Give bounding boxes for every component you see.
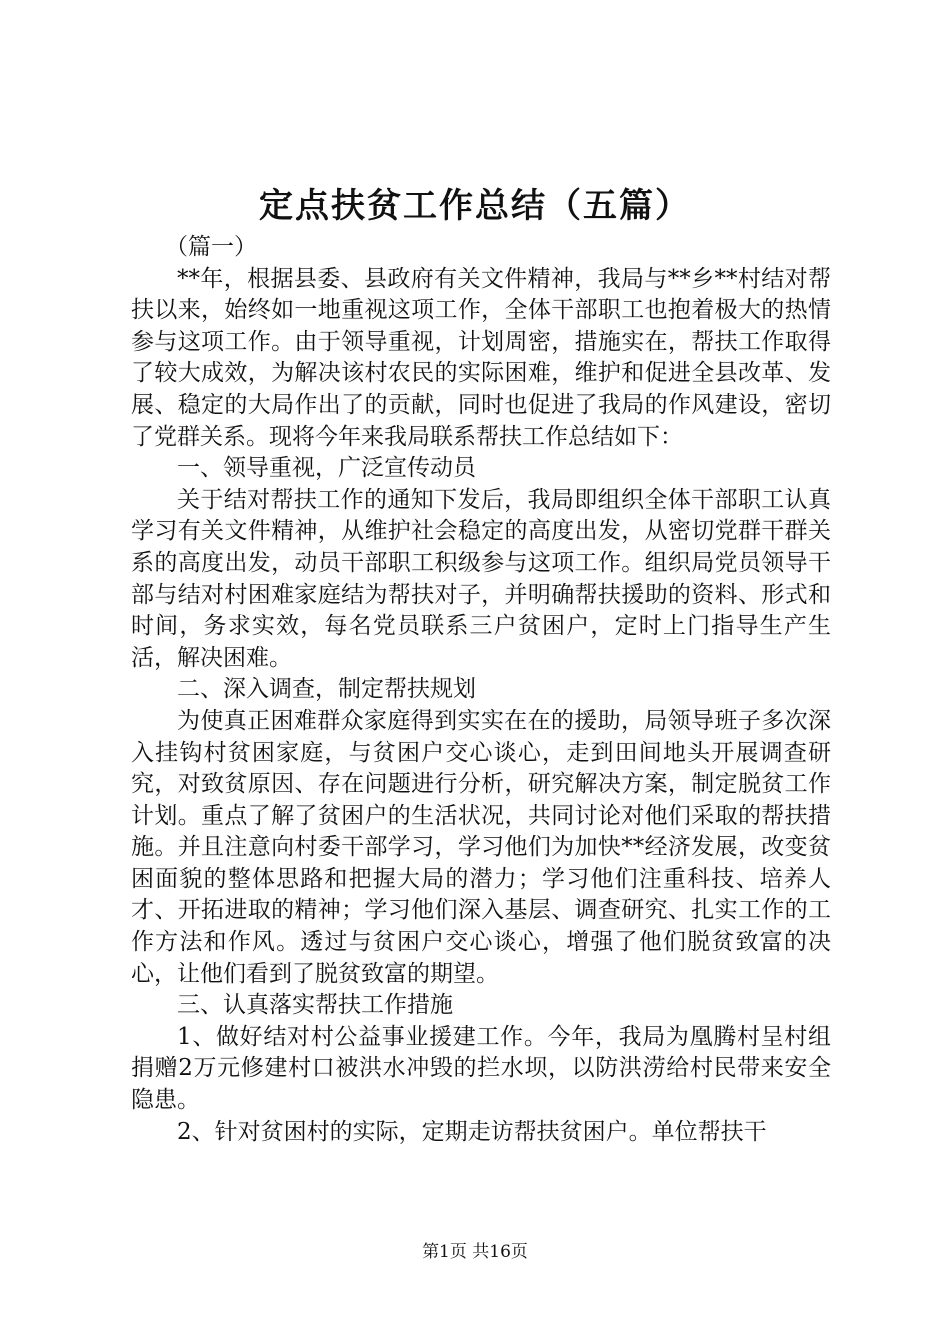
part-label: （篇一） (165, 234, 257, 260)
paragraph-section-1: 关于结对帮扶工作的通知下发后，我局即组织全体干部职工认真学习有关文件精神，从维护社会稳定的高度出发，从密切党群干群关系的高度出发，动员干部职工积级参与这项工作。组织局党员领导干部与结对村困难家庭结为帮扶对子，并明确帮扶援助的资料、形式和时间，务求实效，每名党员联系三户贫困户，定时上门指导生产生活，解决困难。 (131, 486, 831, 671)
section-heading-3: 三、认真落实帮扶工作措施 (177, 992, 453, 1019)
paragraph-intro: **年，根据县委、县政府有关文件精神，我局与**乡**村结对帮扶以来，始终如一地重视这项工作，全体干部职工也抱着极大的热情参与这项工作。由于领导重视，计划周密，措施实在，帮扶工作取得了较大成效，为解决该村农民的实际困难，维护和促进全县改革、发展、稳定的大局作出了的贡献，同时也促进了我局的作风建设，密切了党群关系。现将今年来我局联系帮扶工作总结如下： (131, 265, 831, 450)
paragraph-measure-1: 1、做好结对村公益事业援建工作。今年，我局为凰腾村呈村组捐赠2万元修建村口被洪水冲毁的拦水坝，以防洪涝给村民带来安全隐患。 (131, 1023, 831, 1114)
document-body (131, 232, 831, 1148)
section-heading-2: 二、深入调查，制定帮扶规划 (177, 676, 476, 703)
paragraph-measure-2: 2、针对贫困村的实际，定期走访帮扶贫困户。单位帮扶干 (177, 1118, 767, 1145)
page-footer: 第1页 共16页 (422, 1242, 528, 1262)
document-title: 定点扶贫工作总结（五篇） (259, 186, 691, 226)
section-heading-1: 一、领导重视，广泛宣传动员 (177, 455, 476, 482)
paragraph-section-2: 为使真正困难群众家庭得到实实在在的援助，局领导班子多次深入挂钩村贫困家庭，与贫困户交心谈心，走到田间地头开展调查研究，对致贫原因、存在问题进行分析，研究解决方案，制定脱贫工作计划。重点了解了贫困户的生活状况，共同讨论对他们采取的帮扶措施。并且注意向村委干部学习，学习他们为加快**经济发展，改变贫困面貌的整体思路和把握大局的潜力；学习他们注重科技、培养人才、开拓进取的精神；学习他们深入基层、调查研究、扎实工作的工作方法和作风。透过与贫困户交心谈心，增强了他们脱贫致富的决心，让他们看到了脱贫致富的期望。 (131, 707, 831, 987)
